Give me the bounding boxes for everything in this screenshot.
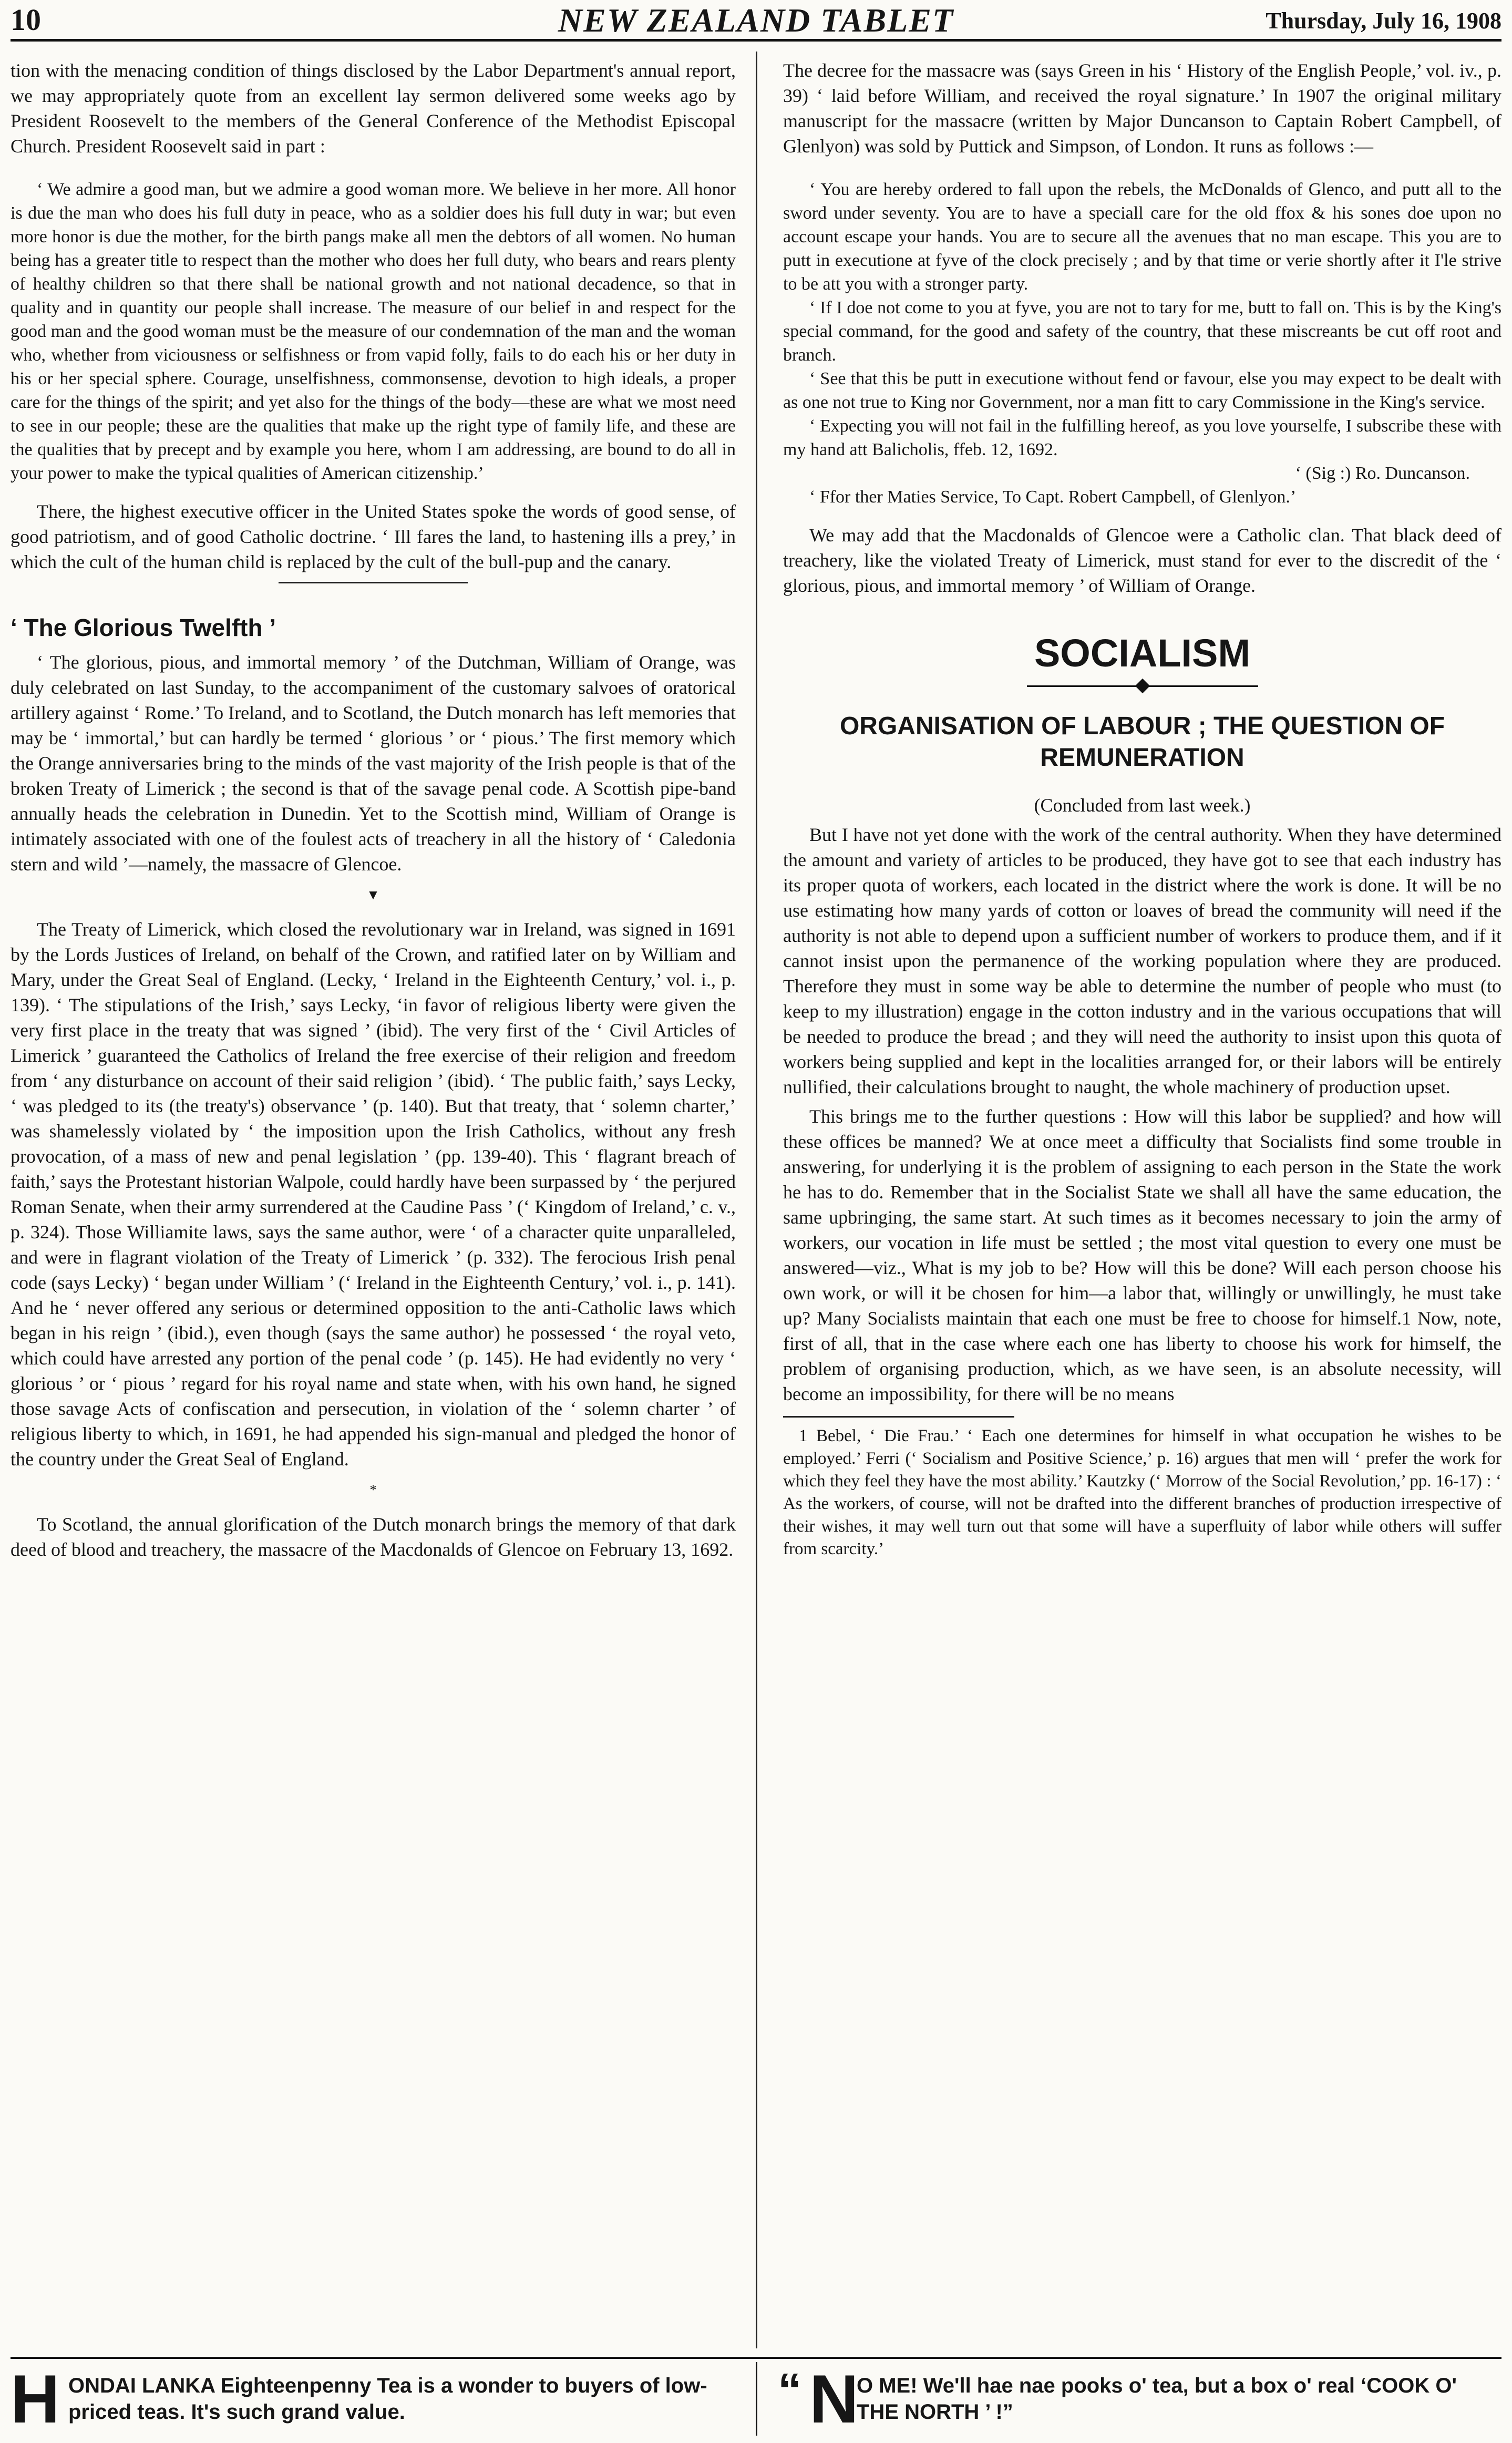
after-quote-paragraph: There, the highest executive officer in the United States spoke the words of good sense, of good patriotism, and of good Catholic doctrine. ‘ Ill fares the land, to hastening ills a prey,’ in which the cult of the human child is replaced by the cult of the bull-pup and the canary.	[11, 501, 736, 572]
title-rule	[1027, 677, 1258, 695]
asterisk-divider: *	[369, 1482, 377, 1497]
twelfth-paragraph-1: ‘ The glorious, pious, and immortal memory ’ of the Dutchman, William of Orange, was duly celebrated on last Sunday, to the accompaniment of the customary salvoes of oratorical artillery against ‘ Rome.’ To Ireland, and to Scotland, the Dutch monarch has left memories that may be ‘ immortal,’ but can hardly be termed ‘ glorious ’ or ‘ pious.’ The first memory which the Orange anniversaries bring to the minds of the vast majority of the Irish people is that of the broken Treaty of Limerick ; the second is that of the savage penal code. A Scottish pipe-band annually heads the celebration in Dunedin. Yet to the Scottish mind, William of Orange is intimately associated with one of the foulest acts of treachery in all the history of ‘ Caledonia stern and wild ’—namely, the massacre of Glencoe.	[11, 652, 736, 875]
socialism-subtitle: ORGANISATION OF LABOUR ; THE QUESTION OF REMUNERATION	[839, 712, 1445, 772]
section-rule	[279, 582, 468, 583]
order-addressee: ‘ Ffor ther Maties Service, To Capt. Robert Campbell, of Glenlyon.’	[809, 487, 1297, 507]
twelfth-paragraph-3: To Scotland, the annual glorification of the Dutch monarch brings the memory of that dark deed of blood and treachery, the massacre of the Macdonalds of Glencoe on February 13, 1692.	[11, 1514, 736, 1560]
left-column	[11, 58, 736, 1566]
masthead-title: NEW ZEALAND TABLET	[558, 2, 954, 39]
order-paragraph-3: ‘ See that this be putt in executione without fend or favour, else you may expect to be dealt with as one not true to King nor Government, nor a man fitt to cary Commissione in the King's service.	[783, 369, 1501, 412]
cook-o-the-north-advert	[778, 2360, 1501, 2438]
advert-divider	[756, 2362, 757, 2436]
socialism-paragraph-1: But I have not yet done with the work of the central authority. When they have determined the amount and variety of articles to be produced, they have got to see that each industry has its proper quota of workers, each located in the district where the work is done. It will be no use estimating how many yards of cotton or loaves of bread the community will need if the authority is not able to depend upon a sufficient number of workers to produce them, and if it cannot insist upon the permanence of the working population where they are produced. Therefore they must in some way be able to determine the number of people who must (to keep to my illustration) engage in the cotton industry and in the various occupations that will be needed to produce the bread ; and they will need the authority to insist upon this quota of workers being supplied and kept in the localities arranged for, or their labors will be entirely nullified, their calculations brought to naught, the whole machinery of production upset.	[783, 824, 1501, 1097]
socialism-title: SOCIALISM	[1034, 631, 1251, 675]
hondai-lanka-advert	[11, 2360, 741, 2438]
advert-drop-initial: N	[809, 2360, 859, 2437]
advert-text: O ME! We'll hae nae pooks o' tea, but a box o' real ‘COOK O' THE NORTH ’ !”	[857, 2374, 1457, 2424]
order-signature: ‘ (Sig :) Ro. Duncanson.	[1295, 464, 1470, 483]
twelfth-paragraph-2: The Treaty of Limerick, which closed the revolutionary war in Ireland, was signed in 1691 by the Lords Justices of Ireland, on behalf of the Crown, and ratified later on by William and Mary, under the Great Seal of England. (Lecky, ‘ Ireland in the Eighteenth Century,’ vol. i., p. 139). ‘ The stipulations of the Irish,’ says Lecky, ‘in favor of religious liberty were given the very first place in the treaty that was signed ’ (ibid). The very first of the ‘ Civil Articles of Limerick ’ guaranteed the Catholics of Ireland the free exercise of their religion and freedom from ‘ any disturbance on account of their said religion ’ (ibid). ‘ The public faith,’ says Lecky, ‘ was pledged to its (the treaty's) observance ’ (p. 140). But that treaty, that ‘ solemn charter,’ was shamelessly violated by ‘ the imposition upon the Irish Catholics, without any fresh provocation, of a mass of new and penal legislation ’ (pp. 139-40). This ‘ flagrant breach of faith,’ says the Protestant historian Walpole, could hardly have been surpassed by ‘ the perjured Roman Senate, when their army surrendered at the Caudine Pass ’ (‘ Kingdom of Ireland,’ c. v., p. 324). Those Williamite laws, says the same author, were ‘ of a character quite unparalleled, and were in flagrant violation of the Treaty of Limerick ’ (p. 332). The ferocious Irish penal code (says Lecky) ‘ began under William ’ (‘ Ireland in the Eighteenth Century,’ vol. i., p. 141). And he ‘ never offered any serious or determined opposition to the anti-Catholic laws which began in his reign ’ (ibid.), even though (says the same author) he possessed ‘ the royal veto, which could have arrested any portion of the penal code ’ (p. 145). He had evidently no very ‘ glorious ’ or ‘ pious ’ regard for his royal name and state when, with his own hand, he signed those savage Acts of confiscation and persecution, in violation of the ‘ solemn charter ’ of religious liberty to which, in 1691, he had appended his sign-manual and pledged the honor of the country under the Great Seal of England.	[11, 919, 736, 1470]
decree-intro-paragraph: The decree for the massacre was (says Green in his ‘ History of the English People,’ vol. iv., p. 39) ‘ laid before William, and received the royal signature.’ In 1907 the original military manuscript for the massacre (written by Major Duncanson to Captain Robert Campbell, of Glenlyon) was sold by Puttick and Simpson, of London. It runs as follows :—	[783, 60, 1501, 157]
advert-text: ONDAI LANKA Eighteenpenny Tea is a wonder to buyers of low-priced teas. It's such grand value.	[68, 2374, 707, 2424]
order-paragraph-4: ‘ Expecting you will not fail in the fulfilling hereof, as you love yourselfe, I subscribe these with my hand att Balicholis, ffeb. 12, 1692.	[783, 416, 1501, 459]
ornament-divider: ▼	[366, 887, 380, 902]
socialism-paragraph-2: This brings me to the further questions : How will this labor be supplied? and how will these offices be manned? We at once meet a difficulty that Socialists find some trouble in answering, for underlying it is the problem of assigning to each person in the State the work he has to do. Remember that in the Socialist State we shall all have the same education, the same upbringing, the same start. At such times as it becomes necessary to join the army of workers, our vocation in life must be settled ; the most vital question to every one must be answered—viz., What is my job to be? How will this be done? Will each person choose his own work, or will it be chosen for him—a labor that, willingly or unwillingly, he must take up? Many Socialists maintain that each one must be free to choose for himself.1 Now, note, first of all, that in the case where each one has liberty to choose his work for himself, the problem of organising production, which, as we have seen, is an absolute necessity, will become an impossibility, for there will be no means	[783, 1106, 1501, 1404]
issue-date: Thursday, July 16, 1908	[1266, 8, 1501, 34]
advert-top-rule	[11, 2357, 1501, 2359]
after-order-paragraph: We may add that the Macdonalds of Glencoe were a Catholic clan. That black deed of treachery, like the violated Treaty of Limerick, must stand for ever to the discredit of the ‘ glorious, pious, and immortal memory ’ of William of Orange.	[783, 525, 1501, 596]
page-number: 10	[11, 3, 41, 37]
roosevelt-quote	[11, 178, 736, 485]
roosevelt-quote-text: ‘ We admire a good man, but we admire a good woman more. We believe in her more. All honor is due the man who does his full duty in peace, who as a soldier does his full duty in war; but even more honor is due the mother, for the birth pangs make all men the debtors of all women. No human being has a greater title to respect than the mother who does her full duty, who bears and rears plenty of healthy children so that there shall be national growth and not national decadence, so that in quality and in quantity our people shall increase. The measure of our belief in and respect for the good man and the good woman must be the measure of our condemnation of the man and the woman who, whether from viciousness or selfishness or from vapid folly, fails to do each his or her duty in his or her special sphere. Courage, unselfishness, commonsense, devotion to high ideals, a proper care for the things of the spirit; and yet also for the things of the body—these are what we most need to see in our people; these are the qualities that make up the right type of family life, and these are the qualities that by precept and by example you here, whom I am addressing, are bound to do all in your power to make the typical qualities of American citizenship.’	[11, 180, 736, 483]
massacre-order-quote	[783, 178, 1501, 509]
diamond-ornament-icon	[1135, 679, 1149, 693]
order-paragraph-1: ‘ You are hereby ordered to fall upon the rebels, the McDonalds of Glenco, and putt all to the sword under seventy. You are to have a speciall care for the old ffox & his sones doe upon no account escape your hands. You are to secure all the avenues that no man escape. This you are to putt in executione at fyve of the clock precisely ; and by that time or verie shortly after it I'le strive to be att you with a stronger party.	[783, 180, 1501, 294]
advert-drop-initial: H	[11, 2360, 60, 2437]
order-paragraph-2: ‘ If I doe not come to you at fyve, you are not to tary for me, butt to fall on. This is by the King's special command, for the good and safety of the country, that these miscreants be cut off root and branch.	[783, 298, 1501, 365]
advert-quote-mark: “	[778, 2364, 801, 2417]
section-title-glorious-twelfth: ‘ The Glorious Twelfth ’	[11, 614, 276, 641]
page-header	[11, 0, 1501, 42]
continuation-note: (Concluded from last week.)	[1034, 795, 1251, 816]
right-column	[783, 58, 1501, 1561]
intro-paragraph: tion with the menacing condition of things disclosed by the Labor Department's annual report, we may appropriately quote from an excellent lay sermon delivered some weeks ago by President Roosevelt to the members of the General Conference of the Methodist Episcopal Church. President Roosevelt said in part :	[11, 60, 736, 157]
footnote-rule	[783, 1416, 1014, 1418]
footnote: 1 Bebel, ‘ Die Frau.’ ‘ Each one determines for himself in what occupation he wishes to be employed.’ Ferri (‘ Socialism and Positive Science,’ p. 16) argues that men will ‘ prefer the work for which they feel they have the most ability.’ Kautzky (‘ Morrow of the Social Revolution,’ pp. 16-17) : ‘ As the workers, of course, will not be drafted into the different branches of production irrespective of their wishes, it may well turn out that some will have a superfluity of labor while others will suffer from scarcity.’	[783, 1426, 1501, 1558]
column-divider	[756, 52, 757, 2348]
